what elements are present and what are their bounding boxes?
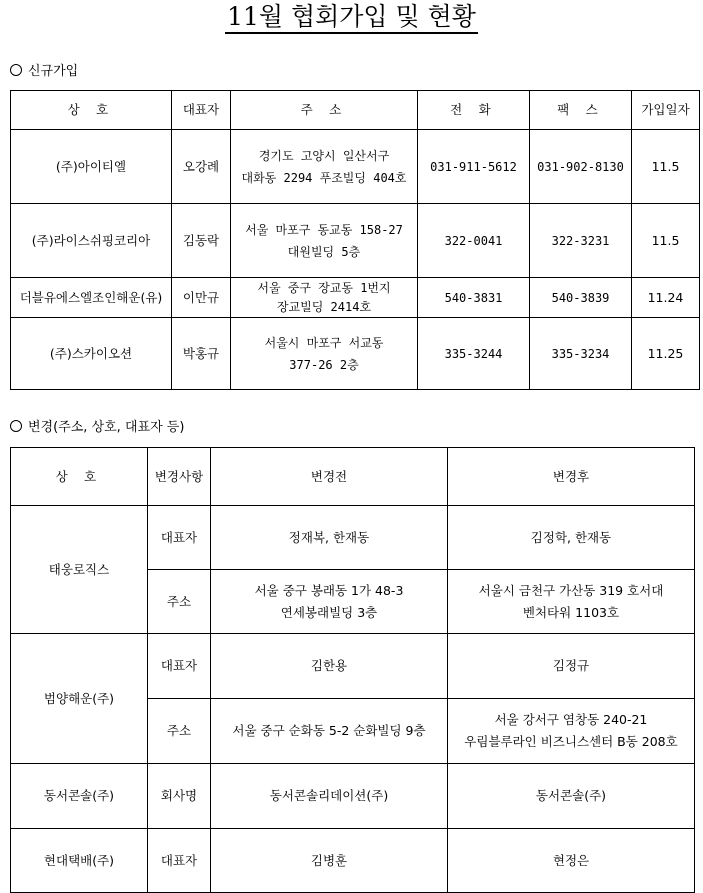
company-cell: 더블유에스엘조인해운(유) [11, 278, 172, 318]
change-type-cell: 대표자 [148, 829, 211, 893]
header-after: 변경후 [448, 448, 695, 506]
address-line: 서울시 마포구 서교동 [264, 335, 384, 350]
page-title [0, 2, 703, 34]
date-cell: 11.24 [632, 278, 700, 318]
section-changes-title: 변경(주소, 상호, 대표자 등) [28, 420, 185, 435]
circle-bullet-icon [10, 64, 22, 76]
company-cell: 범양해운(주) [11, 634, 148, 764]
before-line: 동서콘솔리데이션(주) [269, 788, 389, 803]
after-line: 김정규 [552, 658, 590, 673]
after-cell [448, 829, 695, 893]
ceo-cell: 박홍규 [172, 318, 231, 390]
address-line: 377-26 2층 [289, 357, 359, 372]
before-cell [211, 570, 448, 634]
before-line: 서울 중구 봉래동 1가 48-3 [254, 582, 404, 598]
company-cell: 동서콘솔(주) [11, 764, 148, 829]
after-cell [448, 506, 695, 570]
company-cell: 태웅로직스 [11, 506, 148, 634]
header-company: 상 호 [11, 91, 172, 130]
before-cell [211, 829, 448, 893]
address-cell [231, 204, 418, 278]
after-line: 김정학, 한재동 [530, 529, 612, 545]
address-line: 대화동 2294 푸조빌딩 404호 [241, 170, 407, 185]
before-cell [211, 764, 448, 829]
address-line: 장교빌딩 2414호 [276, 299, 372, 314]
address-line: 서울 중구 장교동 1번지 [257, 280, 391, 295]
change-type-cell: 대표자 [148, 506, 211, 570]
after-cell [448, 699, 695, 764]
after-line: 서울 강서구 염창동 240-21 [494, 712, 648, 727]
header-phone: 전 화 [418, 91, 530, 130]
fax-cell: 335-3234 [530, 318, 632, 390]
table-row [11, 204, 700, 278]
date-cell: 11.25 [632, 318, 700, 390]
ceo-cell: 김동락 [172, 204, 231, 278]
changes-table [10, 447, 695, 893]
page-title-text: 11월 협회가입 및 현황 [225, 2, 478, 34]
table-row [11, 318, 700, 390]
company-cell: (주)스카이오션 [11, 318, 172, 390]
table-row [11, 764, 695, 829]
before-line: 정재복, 한재동 [288, 529, 370, 545]
table-header-row [11, 448, 695, 506]
address-line: 서울 마포구 동교동 158-27 [245, 222, 403, 237]
circle-bullet-icon [10, 420, 22, 432]
company-cell: 현대택배(주) [11, 829, 148, 893]
fax-cell: 540-3839 [530, 278, 632, 318]
table-row [11, 130, 700, 204]
date-cell: 11.5 [632, 130, 700, 204]
after-line: 벤처타워 1103호 [522, 604, 620, 620]
phone-cell: 335-3244 [418, 318, 530, 390]
section-changes [10, 420, 184, 436]
after-line: 우림블루라인 비즈니스센터 B동 208호 [464, 734, 678, 749]
section-new-members-title: 신규가입 [28, 64, 79, 79]
ceo-cell: 오강례 [172, 130, 231, 204]
header-change-type: 변경사항 [148, 448, 211, 506]
before-cell [211, 699, 448, 764]
ceo-cell: 이만규 [172, 278, 231, 318]
change-type-cell: 주소 [148, 570, 211, 634]
new-members-table [10, 90, 700, 390]
after-cell [448, 570, 695, 634]
header-company: 상 호 [11, 448, 148, 506]
before-cell [211, 634, 448, 699]
after-line: 서울시 금천구 가산동 319 호서대 [478, 582, 664, 598]
table-row [11, 506, 695, 570]
phone-cell: 322-0041 [418, 204, 530, 278]
address-line: 대원빌딩 5층 [287, 244, 361, 259]
table-row [11, 634, 695, 699]
company-cell: (주)아이티엘 [11, 130, 172, 204]
change-type-cell: 주소 [148, 699, 211, 764]
phone-cell: 540-3831 [418, 278, 530, 318]
company-cell: (주)라이스쉬핑코리아 [11, 204, 172, 278]
change-type-cell: 대표자 [148, 634, 211, 699]
after-line: 동서콘솔(주) [535, 788, 607, 803]
address-cell [231, 318, 418, 390]
header-address: 주 소 [231, 91, 418, 130]
change-type-cell: 회사명 [148, 764, 211, 829]
address-cell [231, 278, 418, 318]
address-line: 경기도 고양시 일산서구 [258, 148, 390, 163]
section-new-members [10, 64, 78, 80]
header-fax: 팩 스 [530, 91, 632, 130]
after-line: 현정은 [552, 852, 590, 868]
phone-cell: 031-911-5612 [418, 130, 530, 204]
header-date: 가입일자 [632, 91, 700, 130]
table-row [11, 829, 695, 893]
before-cell [211, 506, 448, 570]
before-line: 연세봉래빌딩 3층 [280, 604, 378, 620]
after-cell [448, 764, 695, 829]
fax-cell: 031-902-8130 [530, 130, 632, 204]
fax-cell: 322-3231 [530, 204, 632, 278]
before-line: 김한용 [310, 658, 348, 673]
before-line: 서울 중구 순화동 5-2 순화빌딩 9층 [232, 723, 426, 738]
after-cell [448, 634, 695, 699]
header-ceo: 대표자 [172, 91, 231, 130]
before-line: 김병훈 [310, 852, 348, 868]
header-before: 변경전 [211, 448, 448, 506]
address-cell [231, 130, 418, 204]
date-cell: 11.5 [632, 204, 700, 278]
table-header-row [11, 91, 700, 130]
table-row [11, 278, 700, 318]
